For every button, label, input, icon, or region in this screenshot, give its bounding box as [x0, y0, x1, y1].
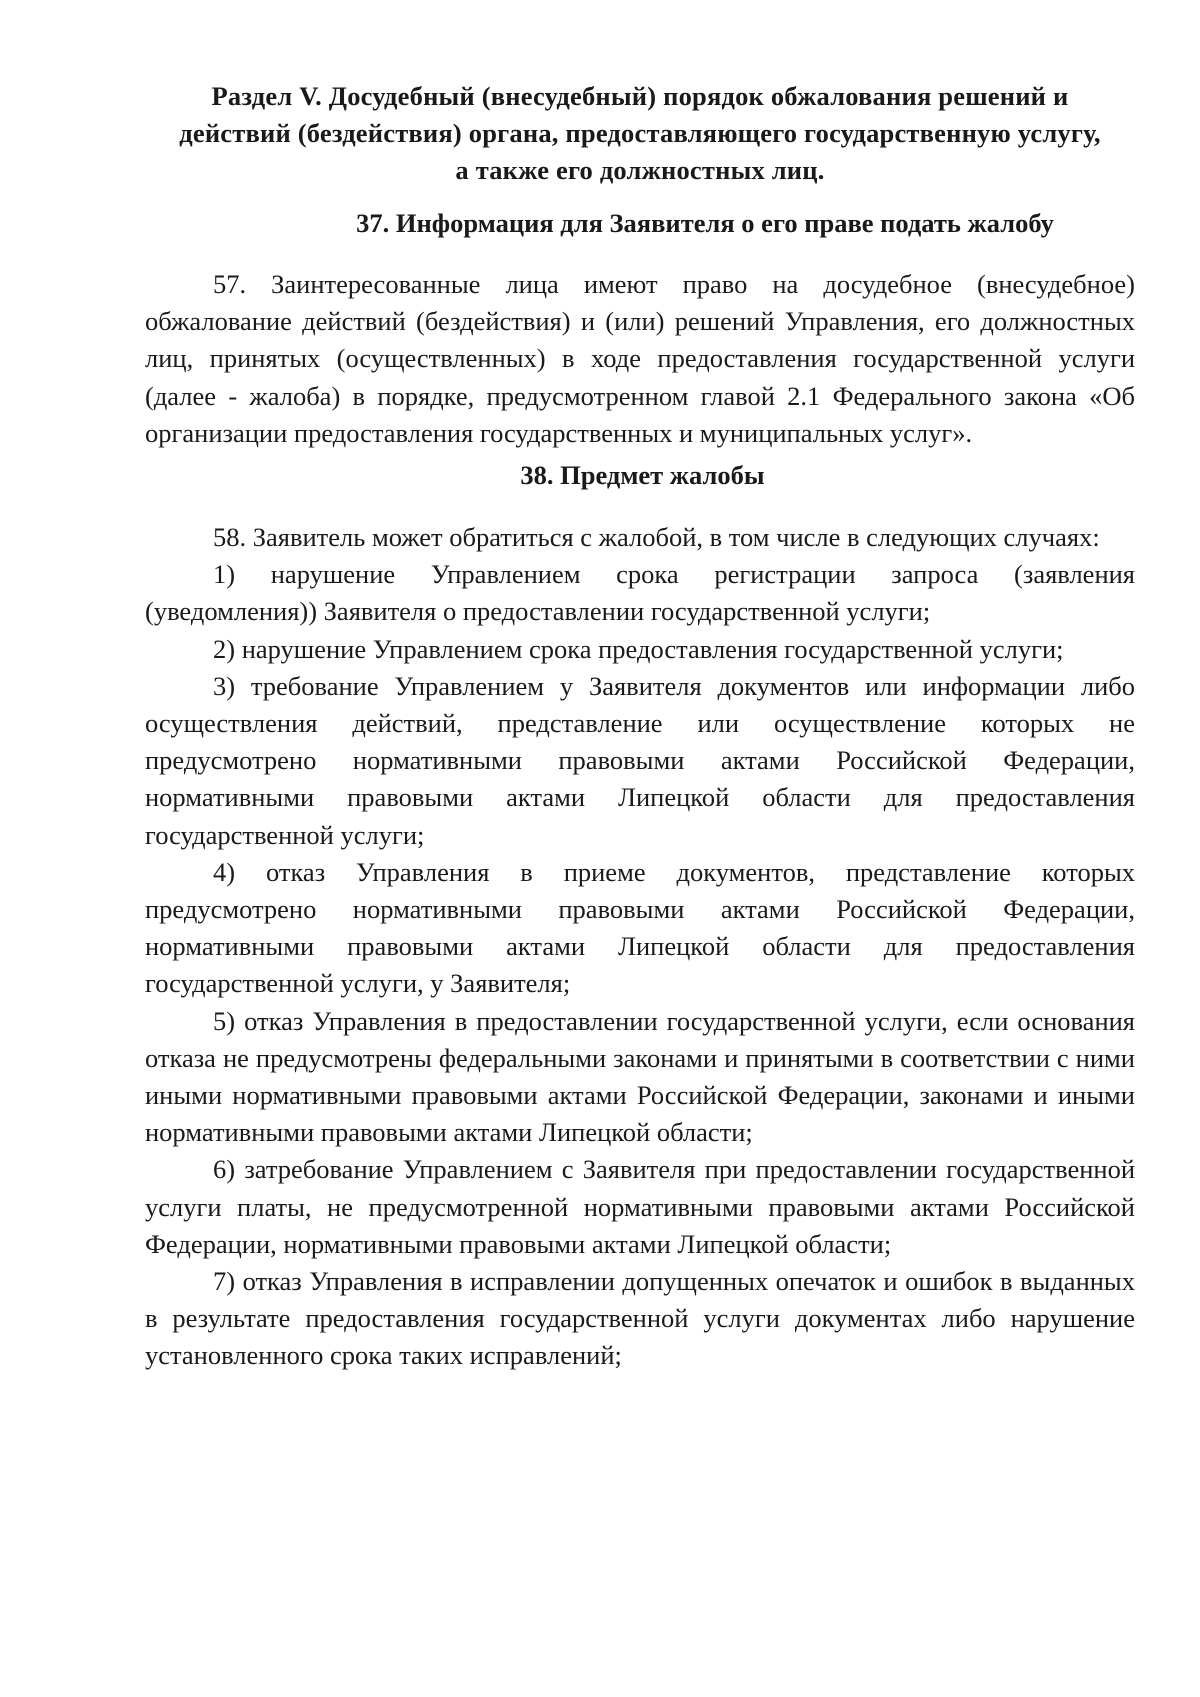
list-item: 4) отказ Управления в приеме документов, представление которых предусмотрено нормативными правовыми актами Российской Федерации, нормативными правовыми актами Липецкой области для предоставления государственной услуги, у Заявителя; [145, 856, 1135, 999]
list-item: 5) отказ Управления в предоставлении государственной услуги, если основания отказа не предусмотрены федеральными законами и принятыми в соответствии с ними иными нормативными правовыми актами Российской Федерации, законами и иными нормативными правовыми актами Липецкой области; [145, 1005, 1135, 1148]
list-item: 3) требование Управлением у Заявителя документов или информации либо осуществления действий, представление или осуществление которых не предусмотрено нормативными правовыми актами Российской Федерации, нормативными правовыми актами Липецкой области для предоставления государственной услуги; [145, 670, 1135, 850]
heading-38: 38. Предмет жалобы [520, 460, 765, 491]
section-title [145, 78, 1135, 189]
paragraph-57: 57. Заинтересованные лица имеют право на досудебное (внесудебное) обжалование действий (бездействия) и (или) решений Управления, его должностных лиц, принятых (осуществленных) в ходе предоставления государственной услуги (далее - жалоба) в порядке, предусмотренном главой 2.1 Федерального закона «Об организации предоставления государственных и муниципальных услуг». [145, 269, 1135, 448]
section-title-line: а также его должностных лиц. [455, 155, 825, 185]
heading-37: 37. Информация для Заявителя о его праве подать жалобу [356, 208, 1054, 238]
section-title-line: Раздел V. Досудебный (внесудебный) порядок обжалования решений и [211, 81, 1069, 111]
list-item: 1) нарушение Управлением срока регистрации запроса (заявления (уведомления)) Заявителя о предоставлении государственной услуги; [145, 559, 1135, 627]
list-item: 6) затребование Управлением с Заявителя при предоставлении государственной услуги платы, не предусмотренной нормативными правовыми актами Российской Федерации, нормативными правовыми актами Липецкой области; [145, 1154, 1135, 1259]
document-page [145, 78, 1135, 1375]
paragraph-58: 58. Заявитель может обратиться с жалобой, в том числе в следующих случаях: [213, 522, 1100, 553]
list-item: 2) нарушение Управлением срока предоставления государственной услуги; [213, 633, 1064, 664]
section-title-line: действий (бездействия) органа, предоставляющего государственную услугу, [179, 118, 1101, 148]
list-item: 7) отказ Управления в исправлении допущенных опечаток и ошибок в выданных в результате предоставления государственной услуги документах либо нарушение установленного срока таких исправлений; [145, 1266, 1135, 1371]
